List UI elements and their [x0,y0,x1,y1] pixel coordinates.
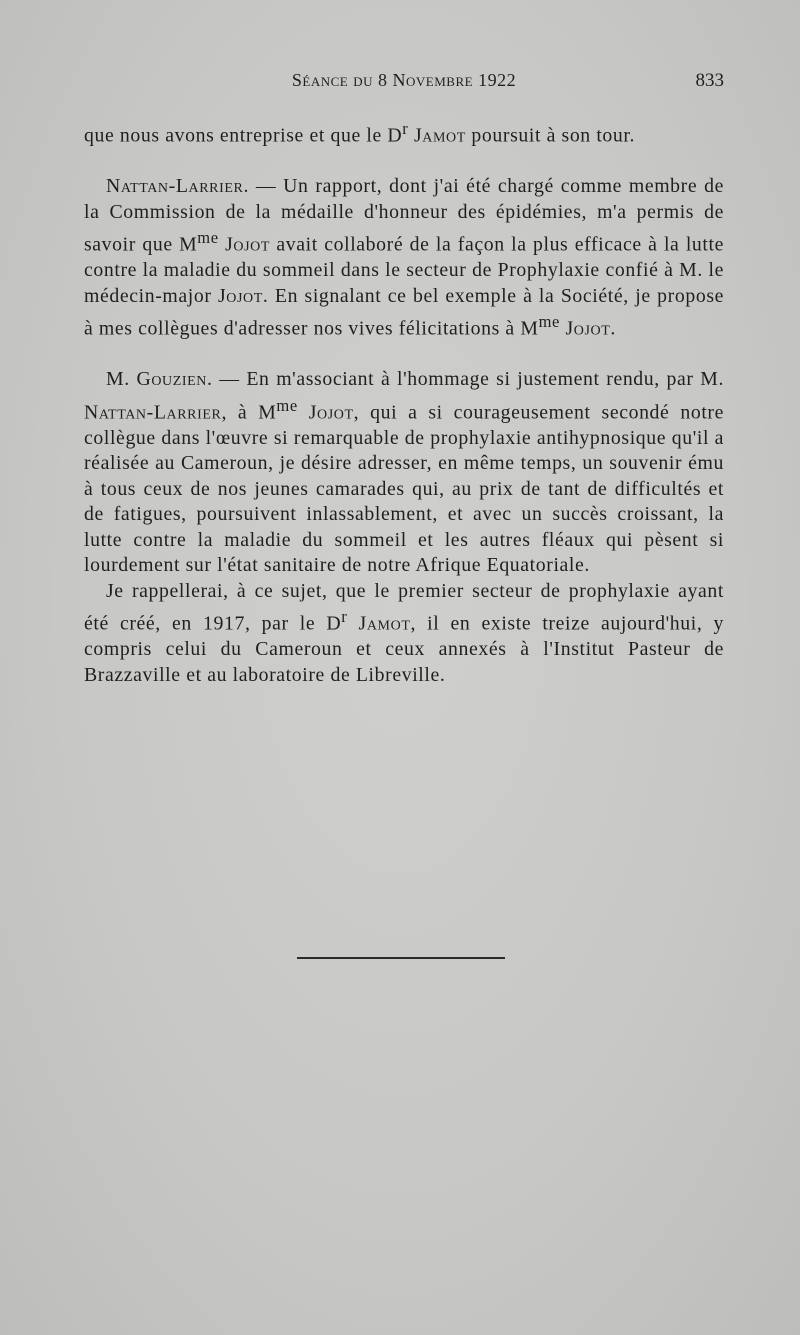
text-run: que nous avons entreprise et que le D [84,124,403,147]
superscript: me [197,228,219,248]
text-run: — En m'associant à l'hommage si justement rendu, par M. [212,368,725,391]
text-run: poursuit à son tour. [465,124,636,147]
text-run: . En signalant ce bel exemple à la Société, je propose à mes collègues d'adresser nos vives félicitations à M [84,284,725,340]
superscript: r [402,119,409,138]
speaker-name: Gouzien. [136,368,213,391]
text-run: Je rappellerai, à ce sujet, que le premier secteur de prophylaxie ayant été créé, en 1917, par le D [84,579,724,635]
section-separator-rule [297,957,505,959]
person-name: Jojot [225,233,270,256]
superscript: me [538,312,560,332]
person-name: Jamot [358,612,411,635]
person-name: Jojot [217,284,263,307]
text-run: avait collaboré de la façon la plus efficace à la lutte contre la maladie du sommeil dans le secteur de Prophylaxie confié à M. le médecin-major [84,233,724,307]
page-header [84,70,724,100]
person-name: Jamot [413,124,466,147]
text-run: , il en existe treize aujourd'hui, y compris celui du Cameroun et ceux annexés à l'Institut Pasteur de Brazzaville et au laboratoire de Libreville. [84,612,725,686]
person-name: Jojot [308,401,354,424]
body-text [84,116,724,688]
paragraph-continuation-gouzien [84,579,724,689]
text-run: . [610,317,616,340]
superscript: r [341,607,348,627]
speaker-name: Nattan-Larrier. [106,175,250,198]
text-run: , qui a si courageusement secondé notre collègue dans l'œuvre si remarquable de prophylaxie antihypnosique qu'il a réalisée au Cameroun, je désire adresser, en même temps, un souvenir ému à tous ceux de nos jeunes camarades qui, au prix de tant de difficultés et de fatigues, poursuivent inlassablement, et avec un succès croissant, la lutte contre la maladie du sommeil et les autres fléaux qui pèsent si lourdement sur l'état sanitaire de notre Afrique Equatoriale. [84,401,724,577]
text-run: , à M [221,401,277,424]
text-run: — Un rapport, dont j'ai été chargé comme membre de la Commission de la médaille d'honneur des épidémies, m'a permis de savoir que M [84,175,724,256]
paragraph-nattan-larrier [84,174,724,342]
superscript: me [276,395,298,415]
person-name: Jojot [565,317,611,340]
person-name: Nattan-Larrier [84,401,222,424]
paragraph-continuation [84,116,724,149]
paragraph-gouzien [84,367,724,579]
running-head: Séance du 8 Novembre 1922 [291,70,517,90]
page-number: 833 [695,70,724,91]
speaker-prefix: M. [106,368,137,391]
